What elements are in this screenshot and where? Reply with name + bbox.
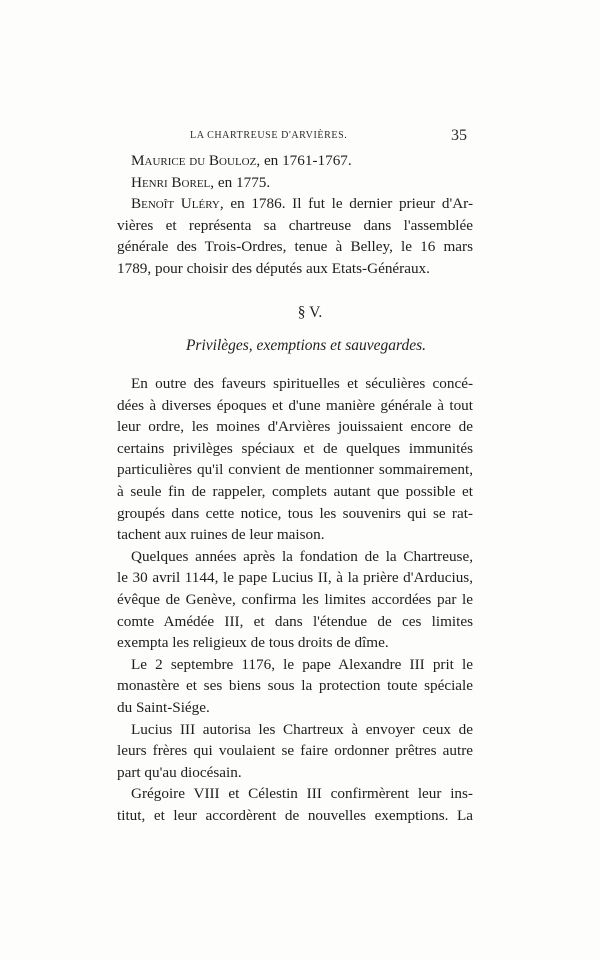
text-line: En outre des faveurs spirituelles et séculières concé- (131, 375, 473, 392)
text-line: du Saint-Siége. (117, 698, 210, 716)
text-line: part qu'au diocésain. (117, 763, 242, 781)
section-title: Privilèges, exemptions et sauvegardes. (185, 337, 427, 354)
priors-list (117, 150, 473, 280)
paragraph (117, 546, 473, 654)
text-line: groupés dans cette notice, tous les souvenirs qui se rat- (117, 504, 473, 522)
text-line: titut, et leur accordèrent de nouvelles exemptions. La (117, 806, 473, 824)
paragraph (117, 373, 473, 546)
text-line: monastère et ses biens sous la protection toute spéciale (117, 677, 473, 695)
section-number: § V. (297, 304, 323, 321)
prior-text: , en 1775. (210, 173, 271, 191)
text-line: exempta les religieux de tous droits de dîme. (117, 634, 389, 652)
text-line: Lucius III autorisa les Chartreux à envoyer ceux de (131, 720, 473, 738)
paragraph (117, 654, 473, 719)
text-line: leur ordre, les moines d'Arvières jouissaient encore de (117, 418, 473, 436)
text-line: Quelques années après la fondation de la Chartreuse, (131, 547, 473, 565)
text-line: comte Amédée III, et dans l'étendue de ces limites (117, 612, 473, 630)
text-line: à seule fin de rappeler, complets autant que possible et (117, 482, 473, 500)
text-line: particulières qu'il convient de mentionner sommairement, (117, 461, 473, 479)
text-line: générale des Trois-Ordres, tenue à Belley, le 16 mars (117, 238, 473, 256)
prior-entry (117, 150, 473, 172)
text-line: dées à diverses époques et d'une manière générale à tout (117, 396, 473, 414)
page-number: 35 (451, 127, 467, 144)
prior-entry (117, 193, 473, 215)
prior-name: Maurice du Bouloz (131, 152, 257, 169)
text-line: évêque de Genève, confirma les limites accordées par le (117, 590, 473, 608)
prior-name: Benoît Uléry (131, 195, 220, 213)
running-title: LA CHARTREUSE D'ARVIÈRES. (190, 130, 348, 141)
text-line: tachent aux ruines de leur maison. (117, 526, 325, 544)
prior-name: Henri Borel (131, 173, 211, 191)
page-header (0, 127, 600, 150)
text-line: certains privilèges spéciaux et de quelques immunités (117, 439, 473, 457)
prior-entry (117, 172, 473, 194)
prior-text: , en 1786. Il fut le dernier prieur d'Ar- (219, 195, 473, 213)
paragraph (117, 783, 473, 826)
text-line: Grégoire VIII et Célestin III confirmèrent leur ins- (131, 785, 473, 803)
text-line: leurs frères qui voulaient se faire ordonner prêtres autre (117, 742, 473, 760)
paragraph (117, 719, 473, 784)
prior-text: , en 1761-1767. (256, 152, 352, 169)
text-line: vières et représenta sa chartreuse dans l'assemblée (117, 216, 473, 234)
text-line: Le 2 septembre 1176, le pape Alexandre III prit le (131, 655, 473, 673)
text-line: 1789, pour choisir des députés aux Etats-Généraux. (117, 259, 430, 277)
body-text (117, 373, 473, 826)
text-line: le 30 avril 1144, le pape Lucius II, à la prière d'Arducius, (117, 569, 473, 587)
